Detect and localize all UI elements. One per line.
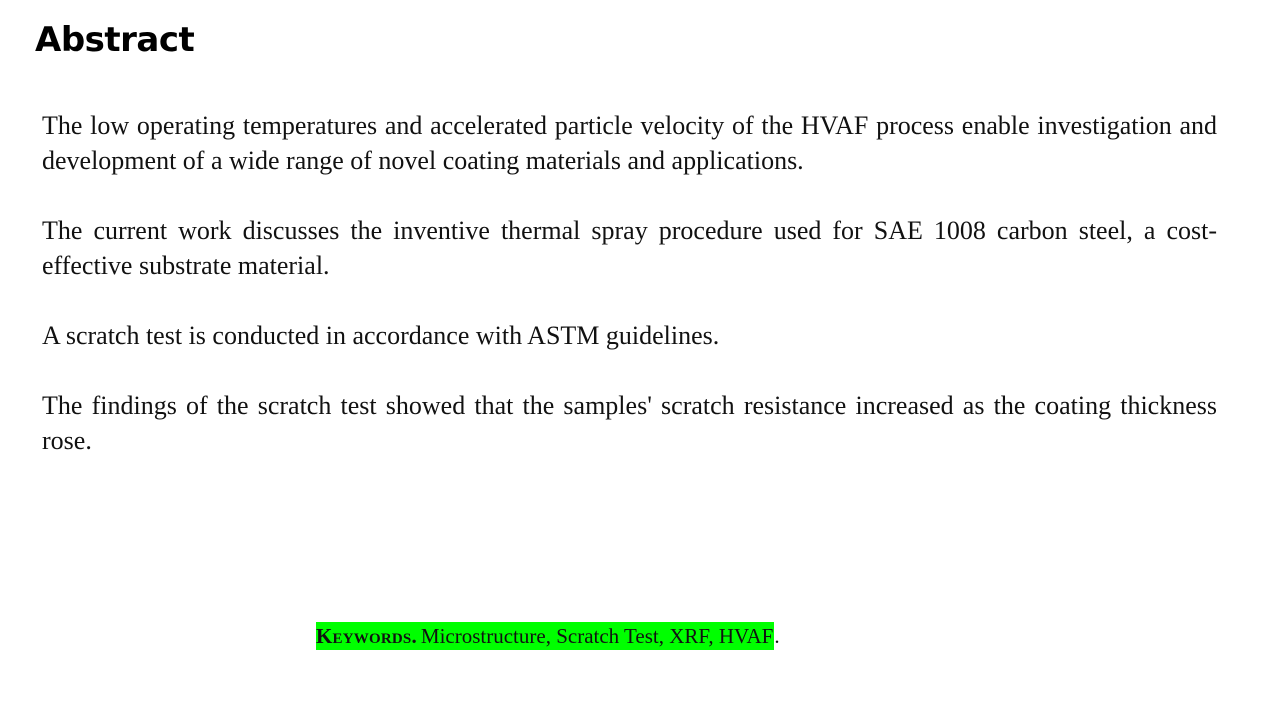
- keywords-line: [316, 622, 780, 650]
- keywords-trailing-period: .: [774, 624, 780, 648]
- abstract-paragraph-3: A scratch test is conducted in accordance with ASTM guidelines.: [42, 321, 720, 350]
- keywords-label: Keywords.: [316, 624, 417, 648]
- keywords-highlight: [316, 622, 774, 650]
- keywords-values: Microstructure, Scratch Test, XRF, HVAF: [420, 624, 774, 648]
- abstract-body: [42, 108, 1217, 493]
- abstract-paragraph-2: The current work discusses the inventive thermal spray procedure used for SAE 1008 carbon steel, a cost-effective substrate material.: [42, 216, 1217, 280]
- slide-title: Abstract: [35, 20, 195, 60]
- abstract-paragraph-4: The findings of the scratch test showed that the samples' scratch resistance increased as the coating thickness rose.: [42, 391, 1217, 455]
- abstract-paragraph-1: The low operating temperatures and accelerated particle velocity of the HVAF process enable investigation and development of a wide range of novel coating materials and applications.: [42, 111, 1217, 175]
